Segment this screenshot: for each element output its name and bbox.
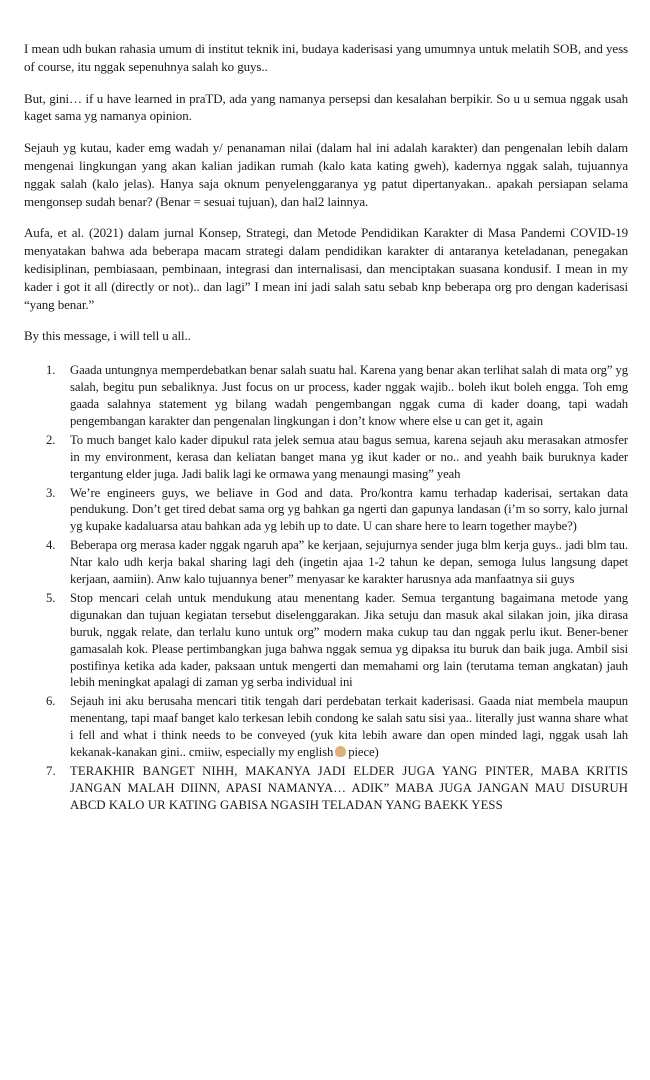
list-item (46, 693, 628, 761)
list-item-text: To much banget kalo kader dipukul rata jelek semua atau bagus semua, karena sejauh aku merasakan atmosfer in my environment, kerasa dan keliatan banget mana yg ikut kader or no.. and yeahh baik buruknya kader tergantung elder juga. Jadi balik lagi ke ormawa yang menaungi masing” yeah (70, 432, 628, 481)
document-page (24, 40, 628, 816)
list-number: 4. (46, 538, 56, 553)
list-item (46, 362, 629, 430)
list-number: 1. (46, 363, 56, 378)
list-item-tail: piece) (348, 745, 379, 760)
list-number: 6. (46, 694, 56, 709)
list-item-text: TERAKHIR BANGET NIHH, MAKANYA JADI ELDER JUGA YANG PINTER, MABA KRITIS JANGAN MALAH DIINN, APASI NAMANYA… ADIK” MABA JUGA JANGAN MAU DISURUH ABCD KALO UR KATING GABISA NGASIH TELADAN YANG BAEKK YESS (70, 764, 628, 812)
list-item-text: Beberapa org merasa kader nggak ngaruh apa” ke kerjaan, sejujurnya sender juga blm kerja guys.. jadi blm tau. Ntar kalo udh kerja bakal sharing lagi deh (ingetin ajaa 1-2 tahun ke depan, semoga lulus langsung dapet kerjaan, aamiin). Anw kalo tujuannya bener” menyasar ke karakter harusnya ada manfaatnya sii guys (70, 538, 628, 587)
list-number: 3. (46, 485, 56, 500)
list-number: 5. (46, 590, 56, 605)
list-item (46, 763, 628, 814)
list-item (46, 537, 628, 588)
paragraph-lead-in: By this message, i will tell u all.. (24, 328, 191, 344)
list-item-text: Gaada untungnya memperdebatkan benar salah suatu hal. Karena yang benar akan terlihat salah di mata org” yg salah, begitu pun sebaliknya. Just focus on ur process, kader nggak wajib.. boleh ikut boleh engga. Toh emg gaada salahnya statement yg bilang wadah pengembangan nggak cuma di kader doang, tapi wadah pengembangan karakter dan pengenalan lingkungan i don’t know where else u can get it, again (70, 363, 629, 428)
paragraph-citation: Aufa, et al. (2021) dalam jurnal Konsep, Strategi, dan Metode Pendidikan Karakter di Masa Pandemi COVID-19 menyatakan bahwa ada beberapa macam strategi dalam pendidikan karakter di antaranya keteladanan, penegakan kedisiplinan, pembiasaan, pembinaan, integrasi dan internalisasi, dan menciptakan suasana kondusif. I mean in my kader i got it all (directly or not).. dan lagi” I mean ini jadi salah satu sebab knp beberapa org pro dengan kaderisasi “yang benar.” (24, 225, 628, 312)
list-item-text: We’re engineers guys, we beliave in God and data. Pro/kontra kamu terhadap kaderisai, sertakan data pendukung. Don’t get tired debat sama org yg bahkan ga ngerti dan gapunya landasan (i’m so sorry, kalo jurnal yg kupake kadaluarsa atau bahkan ada yg lebih up to date. U can share here to learn together maybe?) (70, 485, 628, 534)
paragraph-kader-purpose: Sejauh yg kutau, kader emg wadah y/ penanaman nilai (dalam hal ini adalah karakter) dan pengenalan lebih dalam mengenai lingkungan yang akan kalian jadikan rumah (kalo kata kating gweh), kadernya nggak salah, tujuannya nggak salah (kalo jelas). Hanya saja oknum penyelenggaranya yg patut dipertanyakan.. apakah persiapan selama mengonsep sudah benar? (Benar = sesuai tujuan), dan hal2 lainnya. (24, 140, 628, 209)
list-number: 2. (46, 432, 56, 447)
paragraph-pratd: But, gini… if u have learned in praTD, ada yang namanya persepsi dan kesalahan berpikir. So u u semua nggak usah kaget sama yg namanya opinion. (24, 90, 628, 124)
list-number: 7. (46, 764, 56, 778)
list-item-text: Stop mencari celah untuk mendukung atau menentang kader. Semua tergantung bagaimana metode yang digunakan dan tujuan kegiatan tersebut diselenggarakan. Jika setuju dan masuk akal silakan join, jika dirasa buruk, nggak relate, dan terlalu kuno untuk org” modern maka cukup tau dan nggak perlu ikut. Bener-bener gamasalah kok. Please pertimbangkan juga bahwa nggak semua yg dipaksa itu buruk dan baik juga. Ambil sisi postifinya ketika ada kader, paksaan untuk mengerti dan memahami org lain (terutama teman angkatan) jauh lebih meningkat apalagi di zaman yg serba individual ini (70, 590, 628, 690)
list-item (46, 432, 628, 483)
numbered-list (24, 362, 628, 814)
peace-hand-emoji-icon (335, 746, 346, 757)
list-item (46, 485, 628, 536)
paragraph-intro: I mean udh bukan rahasia umum di institut teknik ini, budaya kaderisasi yang umumnya untuk melatih SOB, and yess of course, itu nggak sepenuhnya salah ko guys.. (24, 41, 628, 74)
list-item (46, 590, 628, 691)
list-item-text: Sejauh ini aku berusaha mencari titik tengah dari perdebatan terkait kaderisasi. Gaada niat membela maupun menentang, tapi maaf banget kalo terkesan lebih condong ke salah satu sisi yaa.. literally just wanna share what i fell and what i think needs to be conveyed (yuk kita lebih aware dan open minded lagi, nggak usah lah kekanak-kanakan gini.. cmiiw, especially my english (70, 694, 628, 760)
